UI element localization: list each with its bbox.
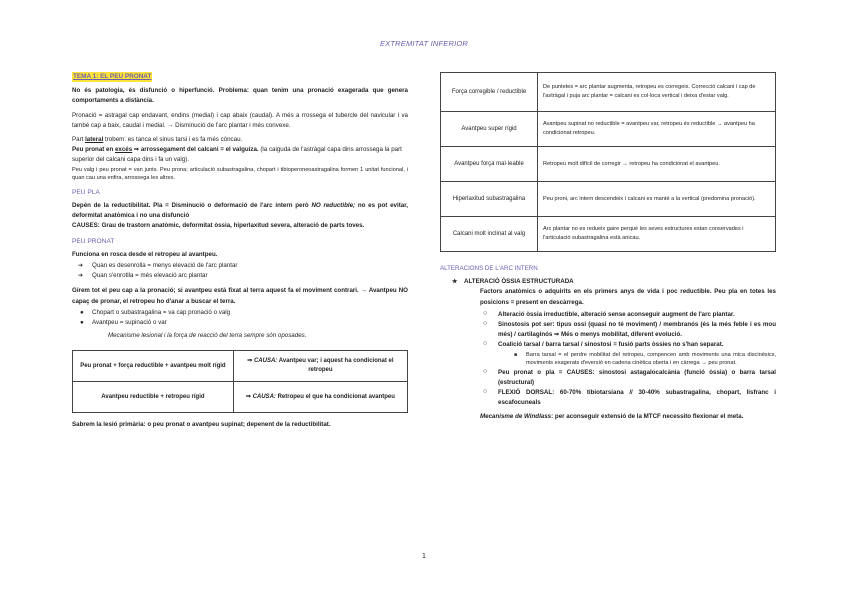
table-row [441,217,776,252]
circle-list [440,368,776,409]
pronacio-paragraph: Pronació = astragal cap endavant, endins (medial) i cap abaix (caudal). A més a rrossega el tubercle del navicular i va també cap a baix, caudal i medial. → Disminució de l'arc plantar i més convexe. [72,111,408,129]
arrow-icon: ➔ [78,272,84,280]
text: Retropeu el que ha condicionat avantpeu [275,393,395,400]
table-cell: Peu proni, arc intern descendeix i calcani es manté a la vertical (predomina pronació). [538,182,776,217]
table-row [441,73,776,112]
small-note: Peu valg i peu pronat = van junts. Peu prona; articulació subastragalina, chopart i tibioperoneoastragalina formen 1 unitat funcional, i quan cau una enfira, arrossega les altres. [72,166,408,182]
text: Avantpeu = supinació o var [92,319,167,327]
page-number: 1 [422,553,426,560]
text: no es pot evitar, deformitat anatòmica i no una disfunció [72,202,408,220]
text: Peu pronat en [72,146,115,154]
text: Quan es desenrolla = menys elevació de l'arc plantar [92,262,238,270]
underlined-word: excés [114,146,133,154]
text: Chopart o subastragalina = va cap pronació o valg [92,308,231,316]
text: Sinostosis pot ser: tipus ossi (quasi no té moviment) / membranós (és la més feble i es mou més) / cartilaginós ⇒ Més o menys mobilitat, diferent evolució. [498,321,776,339]
table-cell: Avantpeu força mal·leable [441,147,538,182]
list-item [72,261,408,271]
circle-bullet-icon: ○ [483,320,488,328]
underlined-word: lateral [85,136,104,144]
table-cell: Peu pronat + força reductible + avantpeu molt rígid [73,351,234,382]
arrow-icon: ➔ [78,262,84,270]
text: Barra tarsal = el perdre mobilitat del retropeu, compencen amb moviments una mica discinèsics, moviments exagerats d'eversió en cadena cinètica oberta i en càrrega → peu pronat. [526,351,776,367]
causes-paragraph: CAUSES: Grau de trastorn anatòmic, deformitat òssia, hiperlaxitud severa, alteració de parts toves. [72,222,365,230]
table-cell: Arc plantar no es redueix gaire perquè les seves estructures estan conservades i l'articulació subastragalina està anicau. [538,217,776,252]
intro-paragraph: No és patologia, és disfunció o hiperfunció. Problema: quan tenim una pronació exagerada que genera comportaments a distància. [72,87,408,105]
reductibility-table [72,350,408,413]
table-cell: Avantpeu reductible + retropeu rígid [73,382,234,413]
text: FLEXIÓ DORSAL: 60-70% tibiotarsiana // 30-40% subastragalina, chopart, lisfranc i escafocuneals [498,389,776,407]
circle-bullet-icon: ○ [483,340,488,348]
text: Part [72,136,86,144]
sabrem-paragraph: Sabrem la lesió primària: o peu pronat o avantpeu supinat; depenent de la reductibilitat. [72,421,331,429]
exces-paragraph [72,145,408,165]
circle-list [440,310,776,351]
text: Quan s'enrotlla = més elevació arc plantar [92,272,208,280]
peu-pla-heading: PEU PLA [72,188,100,196]
text: Peu pronat o pla = CAUSES: sinostosi astagalocalcània (funció òssia) o barra tarsal (estructural) [498,368,776,387]
circle-bullet-icon: ○ [483,309,488,317]
list-item [480,340,776,350]
table-row [73,382,408,413]
circle-bullet-icon: ○ [483,388,488,396]
list-item [480,320,776,340]
star-icon: ★ [452,278,458,286]
list-item [480,388,776,408]
mecanisme-note: Mecanisme lesional i la força de reacció del terra sempre són oposades. [108,332,307,340]
table-cell: Hiperlaxitud subastragalina [441,182,538,217]
list-item [72,308,408,318]
square-bullet-icon: ■ [514,351,518,358]
text: Alteració òssia irreductible, alteració sense aconseguir augment de l'arc plantar. [498,310,735,318]
right-column [440,72,776,426]
table-cell: Retropeu molt difícil de corregir → retropeu ha condicionat el avantpeu. [538,147,776,182]
arrow-list [72,261,408,281]
circle-bullet-icon: ○ [483,367,488,375]
text: ⇒ arrossegament del calcani = el valguiza. [132,146,259,154]
test-table [440,72,776,252]
list-item [72,271,408,281]
peu-pronat-heading: PEU PRONAT [72,237,115,245]
text: ⇒ [245,393,253,400]
table-row [73,351,408,382]
gireu-paragraph: Girem tot el peu cap a la pronació; si avantpeu està fixat al terra aquest fa el moviment contrari. → Avantpeu NO capaç de pronar, el retropeu ho d'anar a buscar el terra. [72,287,408,305]
table-cell: Calcani molt inclinat al valg [441,217,538,252]
bullet-icon: ● [80,319,84,327]
table-cell [233,351,407,382]
text: CAUSA: [252,393,276,400]
text: ALTERACIÓ ÒSSIA ESTRUCTURADA [464,278,574,286]
text: : per aconseguir extensió de la MTCF necessito flexionar el meta. [551,412,744,420]
text: ⇒ [247,358,254,365]
table-row [441,147,776,182]
text: CAUSA: [253,358,278,365]
square-list [440,351,776,368]
table-cell: Força corregible / reductible [441,73,538,112]
text: trobem: es tanca el sinus tarsi i es fa més còncau. [103,136,243,144]
table-row [441,112,776,147]
list-item [480,310,776,320]
list-item [72,318,408,328]
star-heading [440,277,776,287]
text: Avantpeu var; i aquest ha condicionat el retropeu [277,358,394,374]
funciona-paragraph: Funciona en rosca desde el retropeu al avantpeu. [72,250,218,258]
table-cell [233,382,407,413]
bullet-list [72,308,408,328]
text: Depèn de la reductibilitat. Pla = Disminució o deformació de l'arc intern però [72,202,312,210]
windlass-paragraph [440,412,776,422]
list-item [512,351,776,368]
table-row [441,182,776,217]
alteracions-heading: ALTERACIONS DE L'ARC INTERN [440,265,538,272]
text: (la caiguda de l'astràgal capa dins arrossega la part superior del calcani capa dins i fa un valg). [72,146,402,164]
left-column [72,72,408,435]
table-cell: Avantpeu supinat no reductible = avantpeu var, retropeu és reductible → avantpeu ha condicionat retropeu. [538,112,776,147]
peu-pla-definition [72,201,408,221]
factors-paragraph: Factors anatòmics o adquirits en els primers anys de vida i poc reductible. Peu pla en totes les posicions = present en descàrrega. [480,288,776,306]
bullet-icon: ● [80,308,84,316]
table-cell: De puntetes = arc plantar augmenta, retropeu es corregeix. Correcció calcani i cap de l'astràgal i puja arc plantar = calcani es col·loca vertical i deixa d'estar valg. [538,73,776,112]
part-lateral-paragraph [72,135,408,145]
table-cell: Avantpeu super rígid [441,112,538,147]
topic-title: TEMA 1: EL PEU PRONAT [72,72,152,82]
text: NO reductible; [311,202,356,210]
list-item [480,368,776,388]
page-header: EXTREMITAT INFERIOR [379,39,469,48]
text: Coalició tarsal / barra tarsal / sinostosi = fusió parts òssies no s'han separat. [498,341,724,349]
text: Mecanisme de Windlass [480,412,552,420]
